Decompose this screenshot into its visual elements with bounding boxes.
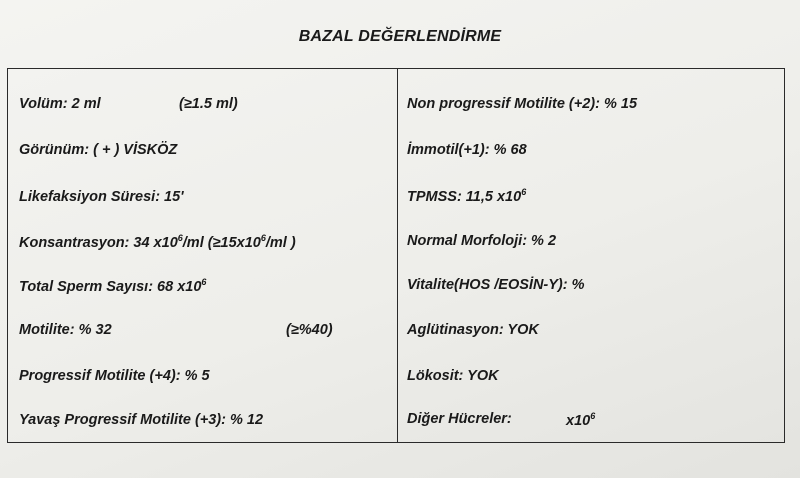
exponent: 6 (521, 187, 527, 197)
volume-reference: (≥1.5 ml) (179, 96, 238, 112)
motility-reference: (≥%40) (286, 322, 333, 338)
slow-progressive-row: Yavaş Progressif Motilite (+3): % 12 (19, 412, 264, 428)
volume-value: Volüm: 2 ml (19, 96, 101, 112)
results-table (7, 68, 785, 443)
other-cells-value: $x10^6$ (566, 411, 596, 429)
volume-row (19, 96, 238, 112)
exponent: 6 (177, 233, 183, 243)
liquefaction-row: Likefaksiyon Süresi: 15' (19, 189, 184, 205)
other-cells-row: Diğer Hücreler: $x10^6$ (407, 411, 596, 429)
progressive-motility-row: Progressif Motilite (+4): % 5 (19, 368, 210, 384)
motility-row (19, 322, 333, 338)
appearance-row: Görünüm: ( + ) VİSKÖZ (19, 142, 178, 158)
vitality-row: Vitalite(HOS /EOSİN-Y): % (407, 277, 585, 293)
non-progressive-row: Non progressif Motilite (+2): % 15 (407, 96, 638, 112)
agglutination-row: Aglütinasyon: YOK (407, 322, 539, 338)
right-column (398, 69, 784, 442)
total-sperm-row: Total Sperm Sayısı: 68 $x10^6$ (19, 277, 207, 295)
exponent: 6 (590, 411, 596, 421)
morphology-row: Normal Morfoloji: % 2 (407, 233, 557, 249)
exponent: 6 (260, 233, 266, 243)
page-title: BAZAL DEĞERLENDİRME (298, 28, 502, 45)
immotile-row: İmmotil(+1): % 68 (407, 142, 527, 158)
tpmss-row: TPMSS: 11,5 $x10^6$ (407, 187, 527, 205)
leukocyte-row: Lökosit: YOK (407, 368, 499, 384)
motility-value: Motilite: % 32 (19, 322, 112, 338)
left-column (8, 69, 398, 442)
exponent: 6 (201, 277, 207, 287)
concentration-row: Konsantrasyon: 34 $x10^6/ml$ ($\ge 15x10^6/ml$ ) (19, 233, 296, 251)
